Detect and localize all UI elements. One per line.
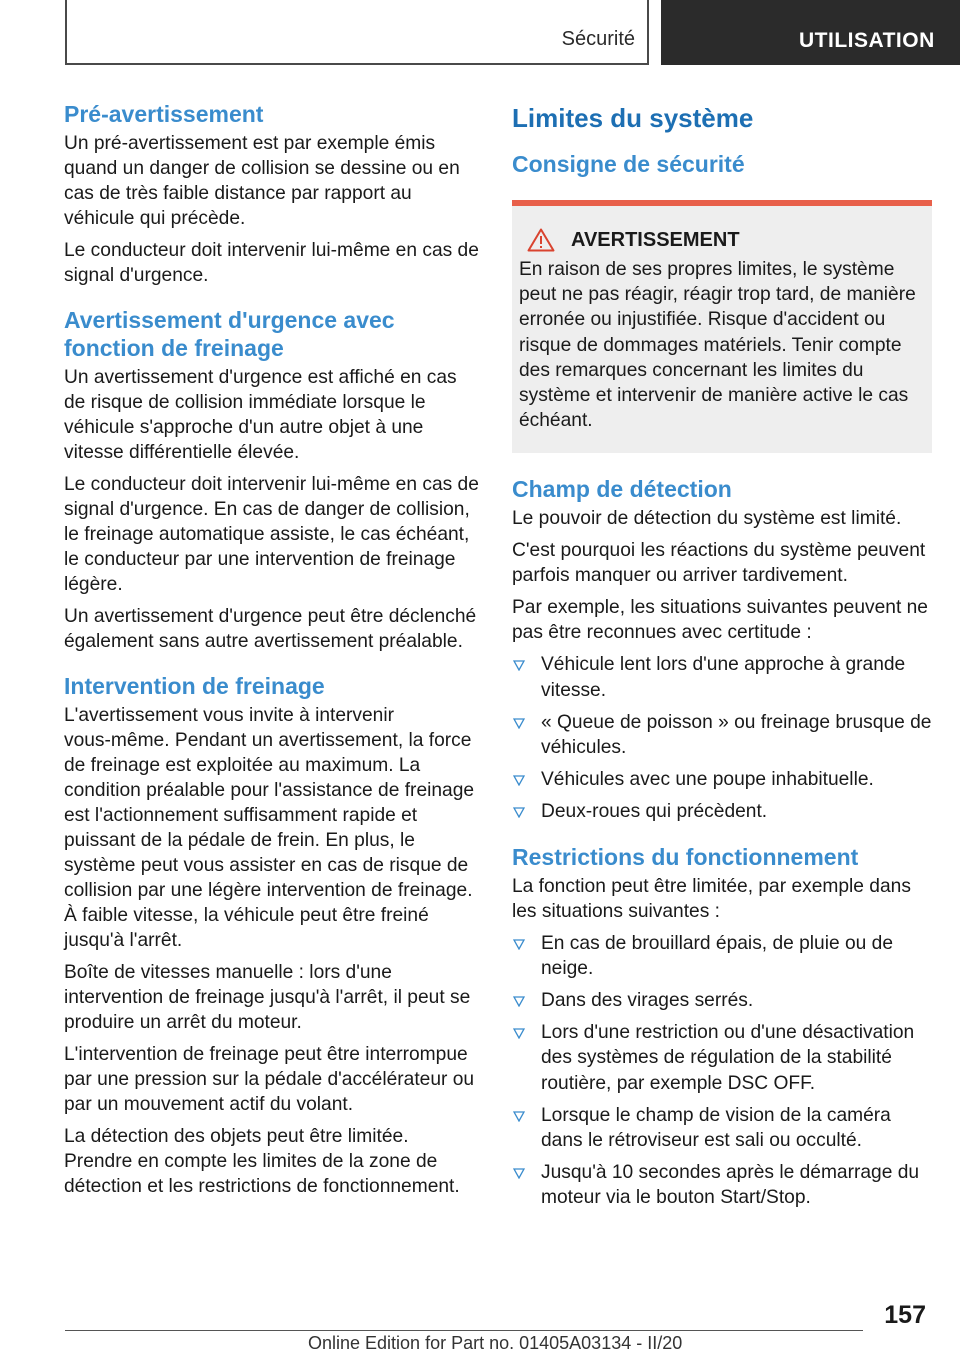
list-item xyxy=(512,1020,932,1096)
paragraph: L'avertissement vous invite à intervenir vous‑même. Pendant un avertissement, la force de freinage est exploitée au maximum. La condition préalable pour l'assistance de freinage est l'actionnement suffisamment rapide et puissant de la pédale de frein. En plus, le système peut vous assister en cas de risque de collision par une légère intervention de freinage. À faible vitesse, la véhicule peut être freiné jusqu'à l'arrêt. xyxy=(64,705,475,951)
heading-system-limits: Limites du système xyxy=(512,103,754,133)
left-column xyxy=(64,100,480,1217)
paragraph: L'intervention de freinage peut être interrompue par une pression sur la pédale d'accélérateur ou par un mouvement actif du volant. xyxy=(64,1044,475,1115)
paragraph: Un avertissement d'urgence peut être déclenché également sans autre avertissement préalable. xyxy=(64,606,477,652)
warning-title: AVERTISSEMENT xyxy=(571,228,740,251)
section-pre-warning xyxy=(64,100,480,288)
footer-divider xyxy=(65,1330,863,1331)
header-chapter-tab xyxy=(661,0,960,65)
list-item xyxy=(512,931,932,981)
footer-edition: Online Edition for Part no. 01405A03134 - II/20 xyxy=(308,1333,683,1353)
section-restrictions xyxy=(512,843,932,1211)
list-item-text: Véhicules avec une poupe inhabituelle. xyxy=(541,769,874,791)
list-item-text: Dans des virages serrés. xyxy=(541,990,754,1012)
list-item-text: Lors d'une restriction ou d'une désactivation des systèmes de régulation de la stabilité routière, par exemple DSC OFF. xyxy=(541,1022,915,1094)
paragraph: Boîte de vitesses manuelle : lors d'une intervention de freinage jusqu'à l'arrêt, il peut se produire un arrêt du moteur. xyxy=(64,962,471,1033)
warning-triangle-icon xyxy=(527,228,555,252)
list-item-text: En cas de brouillard épais, de pluie ou de neige. xyxy=(541,932,894,979)
list-item xyxy=(512,799,932,824)
heading-detection-field: Champ de détection xyxy=(512,476,732,503)
list-item xyxy=(512,1160,932,1210)
bullet-triangle-icon xyxy=(513,718,525,729)
heading-restrictions: Restrictions du fonctionnement xyxy=(512,843,859,870)
detection-bullet-list xyxy=(512,652,932,824)
bullet-triangle-icon xyxy=(513,660,525,671)
bullet-triangle-icon xyxy=(513,807,525,818)
bullet-triangle-icon xyxy=(513,775,525,786)
section-urgent-warning xyxy=(64,306,480,654)
paragraph: Le conducteur doit intervenir lui‑même en cas de signal d'urgence. En cas de danger de collision, le freinage automatique assiste, le cas échéant, le conducteur par une intervention de freinage légère. xyxy=(64,474,479,595)
right-column xyxy=(512,100,932,1229)
section-detection-field xyxy=(512,475,932,824)
paragraph: Le pouvoir de détection du système est limité. xyxy=(512,508,902,530)
section-title: Sécurité xyxy=(561,28,635,50)
section-braking-intervention xyxy=(64,672,480,1199)
paragraph: Un avertissement d'urgence est affiché en cas de risque de collision immédiate lorsque le véhicule s'approche d'un autre objet à une vitesse différentielle élevée. xyxy=(64,367,457,463)
paragraph: La détection des objets peut être limitée. Prendre en compte les limites de la zone de détection et les restrictions de fonctionnement. xyxy=(64,1126,460,1197)
list-item-text: Deux‑roues qui précèdent. xyxy=(541,801,768,823)
bullet-triangle-icon xyxy=(513,1168,525,1179)
heading-braking-intervention: Intervention de freinage xyxy=(64,673,325,699)
bullet-triangle-icon xyxy=(513,939,525,950)
list-item xyxy=(512,767,932,792)
list-item-text: Lorsque le champ de vision de la caméra dans le rétroviseur est sali ou occulté. xyxy=(541,1104,891,1152)
paragraph: La fonction peut être limitée, par exemple dans les situations suivantes : xyxy=(512,875,911,922)
list-item-text: Jusqu'à 10 secondes après le démarrage du moteur via le bouton Start/Stop. xyxy=(541,1162,920,1209)
paragraph: Le conducteur doit intervenir lui‑même en cas de signal d'urgence. xyxy=(64,240,479,286)
warning-text: En raison de ses propres limites, le système peut ne pas réagir, réagir trop tard, de manière erronée ou injustifiée. Risque d'accident ou risque de dommages matériels. Tenir compte des remarques concernant les limites du système et intervenir de manière active le cas échéant. xyxy=(519,259,916,432)
list-item xyxy=(512,710,932,760)
header-section-tab xyxy=(65,0,649,65)
list-item xyxy=(512,988,932,1013)
bullet-triangle-icon xyxy=(513,996,525,1007)
bullet-triangle-icon xyxy=(513,1111,525,1122)
warning-box xyxy=(512,200,932,453)
heading-urgent-warning: Avertissement d'urgence avec fonction de freinage xyxy=(64,307,395,361)
heading-pre-warning: Pré‑avertissement xyxy=(64,101,264,127)
warning-header xyxy=(519,228,924,252)
list-item-text: Véhicule lent lors d'une approche à grande vitesse. xyxy=(541,654,906,701)
page-number: 157 xyxy=(884,1301,926,1329)
bullet-triangle-icon xyxy=(513,1028,525,1039)
chapter-title: UTILISATION xyxy=(799,29,935,52)
paragraph: Un pré‑avertissement est par exemple émis quand un danger de collision se dessine ou en cas de très faible distance par rapport au véhicule qui précède. xyxy=(64,133,460,229)
list-item-text: « Queue de poisson » ou freinage brusque de véhicules. xyxy=(541,711,932,759)
heading-safety-notice: Consigne de sécurité xyxy=(512,151,745,177)
paragraph: C'est pourquoi les réactions du système peuvent parfois manquer ou arriver tardivement. xyxy=(512,540,926,587)
paragraph: Par exemple, les situations suivantes peuvent ne pas être reconnues avec certitude : xyxy=(512,597,928,644)
list-item xyxy=(512,652,932,702)
list-item xyxy=(512,1103,932,1153)
restrictions-bullet-list xyxy=(512,931,932,1211)
